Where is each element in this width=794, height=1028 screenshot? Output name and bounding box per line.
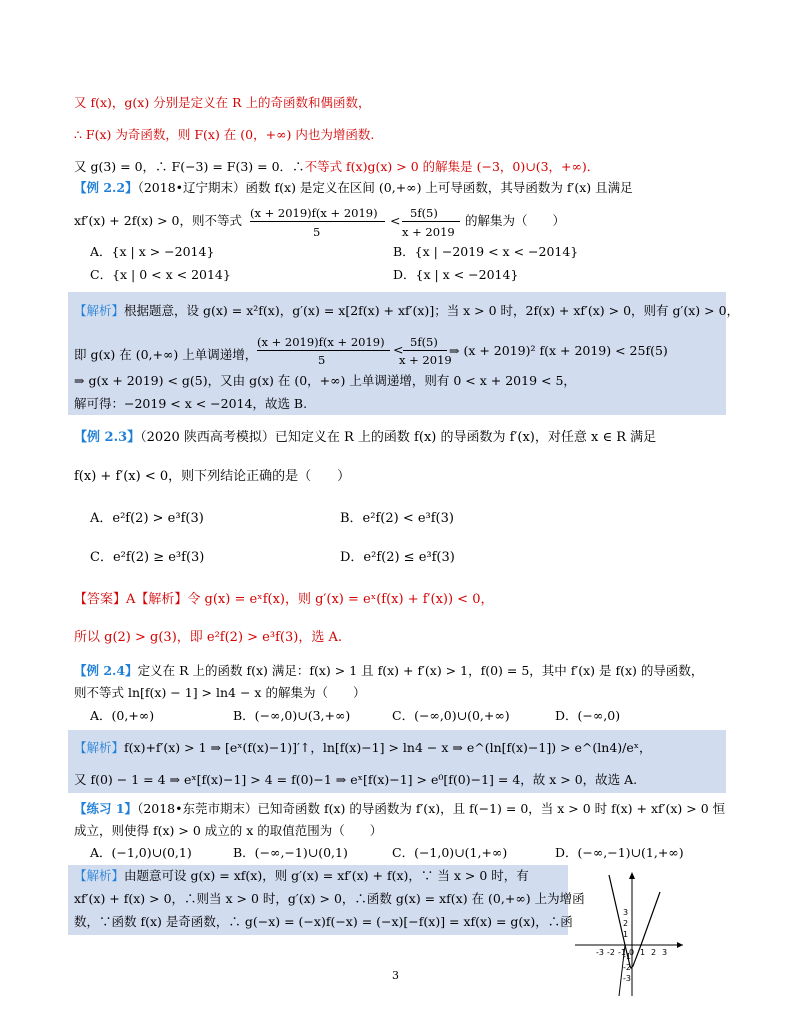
x-axis-arrow (677, 942, 683, 948)
intro-line-3-prefix: 又 g(3) = 0，∴ F(−3) = F(3) = 0．∴ (74, 159, 305, 174)
y-tick-label: -1 (623, 952, 631, 961)
option-c: C．{x | 0 < x < 2014} (90, 267, 231, 282)
example-2-2-question-end: 的解集为（ ） (465, 213, 566, 228)
y-tick-label: 1 (623, 930, 629, 939)
fraction-2-denominator: x + 2019 (402, 225, 455, 239)
solution-tag: 【解析】 (74, 303, 125, 318)
y-tick-label: -2 (623, 963, 631, 972)
example-2-4-line-1 (74, 663, 703, 679)
intro-line-3 (74, 159, 599, 175)
solution-fraction-2-numerator: 5f(5) (410, 335, 438, 349)
option-b: B．e²f(2) < e³f(3) (340, 511, 454, 526)
fraction-1-bar (250, 221, 385, 222)
solution-2-2-line-2: 即 g(x) 在 (0,+∞) 上单调递增， (74, 347, 258, 362)
solution-2-2-line-2-end: ⇒ (x + 2019)² f(x + 2019) < 25f(5) (449, 343, 668, 358)
solution-text: 根据题意，设 g(x) = x²f(x)，g′(x) = x[2f(x) + xf′(x)]；当 x > 0 时，2f(x) + xf′(x) > 0，则有 g′(x) > 0， (124, 303, 740, 318)
x-tick-label: -1 (618, 948, 626, 957)
answer-text: 令 g(x) = eˣf(x)，则 g′(x) = eˣ(f(x) + f′(x)) < 0， (187, 592, 494, 607)
option-c: C．(−∞,0)∪(0,+∞) (392, 708, 510, 723)
solution-fraction-2-bar (403, 350, 447, 351)
option-d: D．(−∞,0) (555, 708, 621, 723)
example-2-2-line-2: xf′(x) + 2f(x) > 0，则不等式 (74, 213, 242, 228)
y-tick-label: 2 (623, 919, 629, 928)
example-2-4-line-2: 则不等式 ln[f(x) − 1] > ln4 − x 的解集为（ ） (74, 685, 366, 700)
intro-line-1: 又 f(x)，g(x) 分别是定义在 R 上的奇函数和偶函数， (74, 95, 371, 110)
x-tick-label: 3 (662, 948, 668, 957)
example-2-3-answer (74, 592, 493, 608)
option-a: A．(−1,0)∪(0,1) (90, 845, 192, 860)
option-c: C．(−1,0)∪(1,+∞) (392, 845, 508, 860)
solution-practice-1-line-3: 数，∵函数 f(x) 是奇函数，∴ g(−x) = (−x)f(−x) = (−x)[−f(x)] = xf(x) = g(x)，∴函 (74, 914, 573, 929)
page-number: 3 (392, 969, 399, 982)
solution-fraction-1-denominator: 5 (318, 353, 326, 367)
solution-text: f(x)+f′(x) > 1 ⇒ [eˣ(f(x)−1)]′↑，ln[f(x)−1] > ln4 − x ⇒ e^(ln[f(x)−1]) > e^(ln4)/eˣ， (124, 740, 652, 755)
option-a: A．(0,+∞) (90, 708, 155, 723)
practice-1-line-2: 成立，则使得 f(x) > 0 成立的 x 的取值范围为（ ） (74, 823, 383, 838)
example-tag: 【例 2.3】 (74, 430, 141, 445)
solution-tag: 【解析】 (74, 740, 125, 755)
less-than-sign: < (390, 213, 401, 228)
solution-2-2-line-3: ⇒ g(x + 2019) < g(5)，又由 g(x) 在 (0，+∞) 上单调递增，则有 0 < x + 2019 < 5， (74, 373, 576, 388)
x-tick-label: 2 (651, 948, 657, 957)
y-tick-label: 3 (623, 908, 629, 917)
solution-2-2-line-4: 解可得：−2019 < x < −2014，故选 B. (74, 396, 308, 411)
solution-2-4-line-1 (74, 740, 652, 756)
option-b: B．(−∞,0)∪(3,+∞) (233, 708, 351, 723)
option-a: A．{x | x > −2014} (90, 244, 215, 259)
fraction-2-bar (402, 221, 460, 222)
solution-practice-1-line-1 (74, 868, 529, 884)
example-tag: 【例 2.2】 (74, 180, 138, 195)
x-tick-label: 1 (640, 948, 646, 957)
example-text: 定义在 R 上的函数 f(x) 满足：f(x) > 1 且 f(x) + f′(x) > 1，f(0) = 5，其中 f′(x) 是 f(x) 的导函数， (137, 663, 704, 678)
fraction-2-numerator: 5f(5) (410, 206, 438, 220)
solution-practice-1-line-2: xf′(x) + f(x) > 0，∴则当 x > 0 时，g′(x) > 0，∴函数 g(x) = xf(x) 在 (0,+∞) 上为增函 (74, 891, 585, 906)
intro-line-3-conclusion: 不等式 f(x)g(x) > 0 的解集是 (−3，0)∪(3，+∞)． (304, 159, 600, 174)
x-tick-labels (596, 948, 667, 957)
y-tick-label: -3 (623, 974, 631, 983)
example-2-3-answer-line-2: 所以 g(2) > g(3)，即 e²f(2) > e³f(3)，选 A. (74, 630, 342, 645)
solution-2-4-line-2: 又 f(0) − 1 = 4 ⇒ eˣ[f(x)−1] > 4 = f(0)−1 ⇒ eˣ[f(x)−1] > e⁰[f(0)−1] = 4，故 x > 0，故选 A. (74, 772, 638, 787)
solution-less-than: < (393, 342, 404, 357)
example-2-3-line-2: f(x) + f′(x) < 0，则下列结论正确的是（ ） (74, 469, 351, 484)
example-text: （2018•辽宁期末）函数 f(x) 是定义在区间 (0,+∞) 上可导函数，其导函数为 f′(x) 且满足 (137, 180, 633, 195)
analysis-label: 【解析】 (135, 592, 188, 607)
y-axis-arrow (629, 872, 635, 879)
x-tick-label: -2 (607, 948, 615, 957)
example-2-2-line-1 (74, 180, 633, 196)
solution-tag: 【解析】 (74, 868, 125, 883)
option-d: D．(−∞,−1)∪(1,+∞) (555, 845, 684, 860)
example-text: （2020 陕西高考模拟）已知定义在 R 上的函数 f(x) 的导函数为 f′(x)，对任意 x ∈ R 满足 (140, 430, 657, 445)
option-b: B．(−∞,−1)∪(0,1) (233, 845, 348, 860)
option-c: C．e²f(2) ≥ e³f(3) (90, 550, 205, 565)
option-d: D．e²f(2) ≤ e³f(3) (340, 550, 455, 565)
x-tick-label: 0 (629, 948, 635, 957)
practice-tag: 【练习 1】 (74, 801, 138, 816)
option-a: A．e²f(2) > e³f(3) (90, 511, 204, 526)
option-b: B．{x | −2019 < x < −2014} (393, 244, 579, 259)
fraction-1-denominator: 5 (313, 225, 321, 239)
practice-1-line-1 (74, 801, 725, 817)
intro-line-2: ∴ F(x) 为奇函数，则 F(x) 在 (0，+∞) 内也为增函数. (74, 127, 375, 142)
example-tag: 【例 2.4】 (74, 663, 138, 678)
answer-label: 【答案】A (74, 592, 136, 607)
practice-text: （2018•东莞市期末）已知奇函数 f(x) 的导函数为 f′(x)，且 f(−1) = 0，当 x > 0 时 f(x) + xf′(x) > 0 恒 (137, 801, 726, 816)
x-tick-label: -3 (596, 948, 604, 957)
solution-text: 由题意可设 g(x) = xf(x)，则 g′(x) = xf′(x) + f(x)，∵ 当 x > 0 时，有 (124, 868, 529, 883)
example-2-3-line-1 (74, 430, 656, 446)
fraction-1-numerator: (x + 2019)f(x + 2019) (250, 206, 378, 220)
solution-fraction-2-denominator: x + 2019 (399, 353, 452, 367)
solution-fraction-1-numerator: (x + 2019)f(x + 2019) (257, 335, 385, 349)
solution-fraction-1-bar (257, 350, 390, 351)
function-graph (575, 872, 685, 998)
solution-2-2-line-1 (74, 303, 739, 319)
option-d: D．{x | x < −2014} (393, 267, 519, 282)
